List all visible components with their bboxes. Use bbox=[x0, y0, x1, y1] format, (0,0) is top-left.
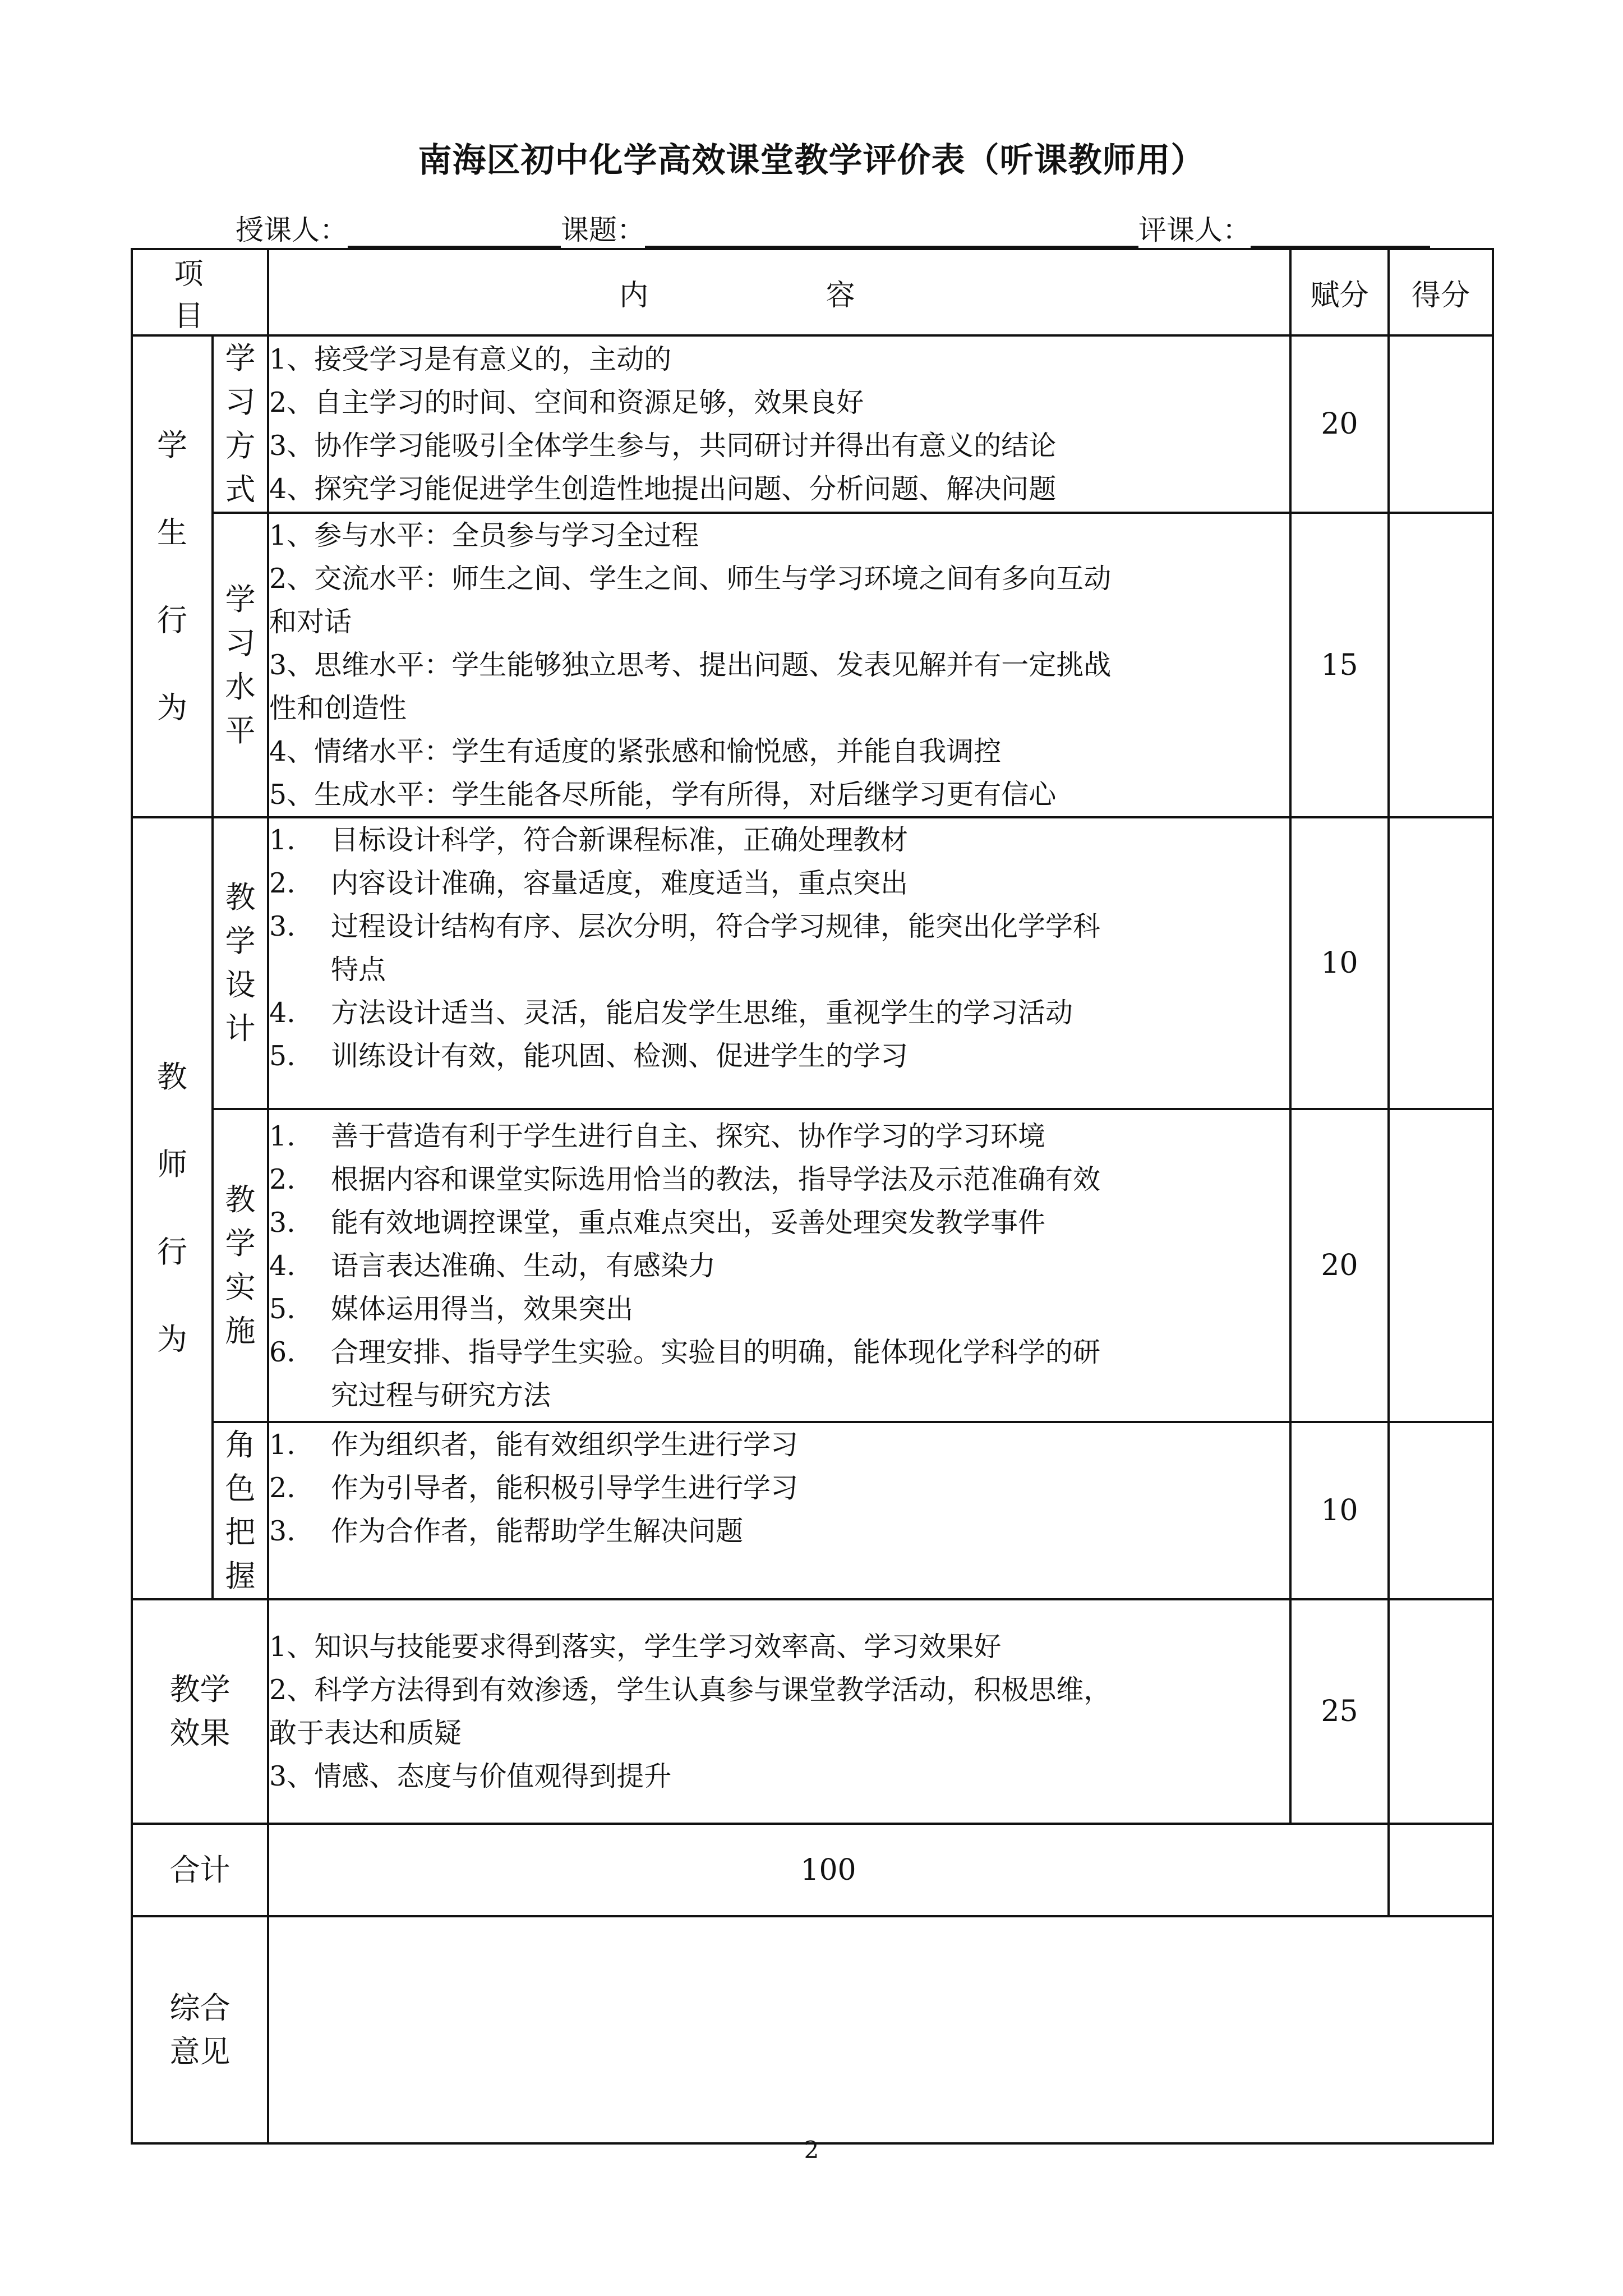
list-item: 3、 协作学习能吸引全体学生参与，共同研讨并得出有意义的结论 bbox=[269, 430, 1057, 462]
list-item: 6. 合理安排、指导学生实验。实验目的明确，能体现化学科学的研 bbox=[269, 1336, 1101, 1368]
list-item: 3. 能有效地调控课堂，重点难点突出，妥善处理突发教学事件 bbox=[269, 1206, 1046, 1239]
table-row bbox=[132, 1422, 1493, 1599]
list-item: 1. 目标设计科学，符合新课程标准，正确处理教材 bbox=[269, 824, 909, 856]
comments-label: 综合 意见 bbox=[132, 1916, 268, 2143]
list-item: 3. 过程设计结构有序、层次分明，符合学习规律，能突出化学学科 bbox=[269, 910, 1101, 942]
list-item: 2. 内容设计准确，容量适度，难度适当，重点突出 bbox=[269, 867, 909, 899]
role-label: 角 色 把 握 bbox=[213, 1422, 268, 1599]
table-header bbox=[132, 249, 1493, 335]
header-content: 内 容 bbox=[268, 249, 1290, 335]
list-item: 2、 科学方法得到有效渗透，学生认真参与课堂教学活动，积极思维， bbox=[269, 1674, 1112, 1706]
list-item-continuation: 和对话 bbox=[269, 606, 352, 638]
score-cell[interactable] bbox=[1389, 335, 1493, 513]
teacher-label: 授课人： bbox=[236, 214, 348, 246]
list-item: 4、 情绪水平：学生有适度的紧张感和愉悦感，并能自我调控 bbox=[269, 735, 1002, 767]
weight-cell: 10 bbox=[1290, 1422, 1389, 1599]
table-row bbox=[132, 1109, 1493, 1422]
table-row bbox=[132, 1824, 1493, 1916]
list-item: 1. 作为组织者，能有效组织学生进行学习 bbox=[269, 1429, 799, 1461]
list-item: 1、 接受学习是有意义的，主动的 bbox=[269, 343, 672, 375]
teaching-effect-label: 教学 效果 bbox=[132, 1599, 268, 1824]
weight-cell: 20 bbox=[1290, 335, 1389, 513]
teaching-implementation-content bbox=[268, 1109, 1290, 1422]
table-row bbox=[132, 1599, 1493, 1824]
teacher-field[interactable] bbox=[348, 215, 561, 248]
role-content bbox=[268, 1422, 1290, 1599]
header-score: 得分 bbox=[1389, 249, 1493, 335]
topic-label: 课题： bbox=[561, 214, 645, 246]
list-item: 1. 善于营造有利于学生进行自主、探究、协作学习的学习环境 bbox=[269, 1120, 1046, 1152]
list-item: 4、 探究学习能促进学生创造性地提出问题、分析问题、解决问题 bbox=[269, 473, 1057, 505]
table-row bbox=[132, 335, 1493, 513]
list-item: 2、 交流水平：师生之间、学生之间、师生与学习环境之间有多向互动 bbox=[269, 563, 1112, 595]
teaching-design-label: 教 学 设 计 bbox=[213, 817, 268, 1109]
weight-cell: 15 bbox=[1290, 513, 1389, 817]
learning-level-label: 学 习 水 平 bbox=[213, 513, 268, 817]
list-item: 2. 根据内容和课堂实际选用恰当的教法，指导学法及示范准确有效 bbox=[269, 1163, 1101, 1195]
list-item-continuation: 究过程与研究方法 bbox=[331, 1379, 551, 1411]
list-item: 4. 语言表达准确、生动，有感染力 bbox=[269, 1249, 716, 1282]
list-item: 5. 媒体运用得当，效果突出 bbox=[269, 1292, 634, 1325]
list-item-continuation: 性和创造性 bbox=[269, 692, 407, 724]
list-item: 2、 自主学习的时间、空间和资源足够，效果良好 bbox=[269, 386, 864, 418]
page-number: 2 bbox=[804, 2136, 819, 2164]
teacher-behavior-label: 教 师 行 为 bbox=[132, 817, 213, 1599]
info-row bbox=[236, 209, 1430, 248]
table-row bbox=[132, 513, 1493, 817]
score-cell[interactable] bbox=[1389, 1422, 1493, 1599]
teaching-implementation-label: 教 学 实 施 bbox=[213, 1109, 268, 1422]
topic-field[interactable] bbox=[645, 215, 1138, 248]
evaluator-label: 评课人： bbox=[1138, 214, 1251, 246]
evaluator-field[interactable] bbox=[1251, 215, 1430, 248]
score-cell[interactable] bbox=[1389, 513, 1493, 817]
list-item: 4. 方法设计适当、灵活，能启发学生思维，重视学生的学习活动 bbox=[269, 997, 1073, 1029]
header-item: 项 目 bbox=[132, 249, 268, 335]
weight-cell: 20 bbox=[1290, 1109, 1389, 1422]
list-item-continuation: 特点 bbox=[331, 954, 386, 986]
list-item: 3. 作为合作者，能帮助学生解决问题 bbox=[269, 1515, 744, 1547]
list-item: 1、 知识与技能要求得到落实，学生学习效率高、学习效果好 bbox=[269, 1631, 1002, 1663]
score-cell[interactable] bbox=[1389, 817, 1493, 1109]
total-score-cell[interactable] bbox=[1389, 1824, 1493, 1916]
score-cell[interactable] bbox=[1389, 1109, 1493, 1422]
list-item: 3、 情感、态度与价值观得到提升 bbox=[269, 1760, 672, 1792]
list-item: 1、 参与水平：全员参与学习全过程 bbox=[269, 519, 699, 551]
evaluation-table bbox=[131, 248, 1494, 2145]
list-item: 2. 作为引导者，能积极引导学生进行学习 bbox=[269, 1472, 799, 1504]
weight-cell: 10 bbox=[1290, 817, 1389, 1109]
learning-style-content bbox=[268, 335, 1290, 513]
list-item: 5、 生成水平：学生能各尽所能，学有所得，对后继学习更有信心 bbox=[269, 779, 1057, 811]
teaching-effect-content bbox=[268, 1599, 1290, 1824]
list-item: 5. 训练设计有效，能巩固、检测、促进学生的学习 bbox=[269, 1040, 909, 1072]
learning-level-content bbox=[268, 513, 1290, 817]
learning-style-label: 学 习 方 式 bbox=[213, 335, 268, 513]
page-title: 南海区初中化学高效课堂教学评价表（听课教师用） bbox=[418, 141, 1205, 180]
total-label: 合计 bbox=[132, 1824, 268, 1916]
header-weight: 赋分 bbox=[1290, 249, 1389, 335]
score-cell[interactable] bbox=[1389, 1599, 1493, 1824]
list-item: 3、 思维水平：学生能够独立思考、提出问题、发表见解并有一定挑战 bbox=[269, 649, 1112, 681]
comments-field[interactable] bbox=[268, 1916, 1493, 2143]
table-row bbox=[132, 817, 1493, 1109]
list-item-continuation: 敢于表达和质疑 bbox=[269, 1717, 462, 1749]
weight-cell: 25 bbox=[1290, 1599, 1389, 1824]
student-behavior-label: 学 生 行 为 bbox=[132, 335, 213, 817]
table-row bbox=[132, 1916, 1493, 2143]
teaching-design-content bbox=[268, 817, 1290, 1109]
total-value: 100 bbox=[268, 1824, 1389, 1916]
